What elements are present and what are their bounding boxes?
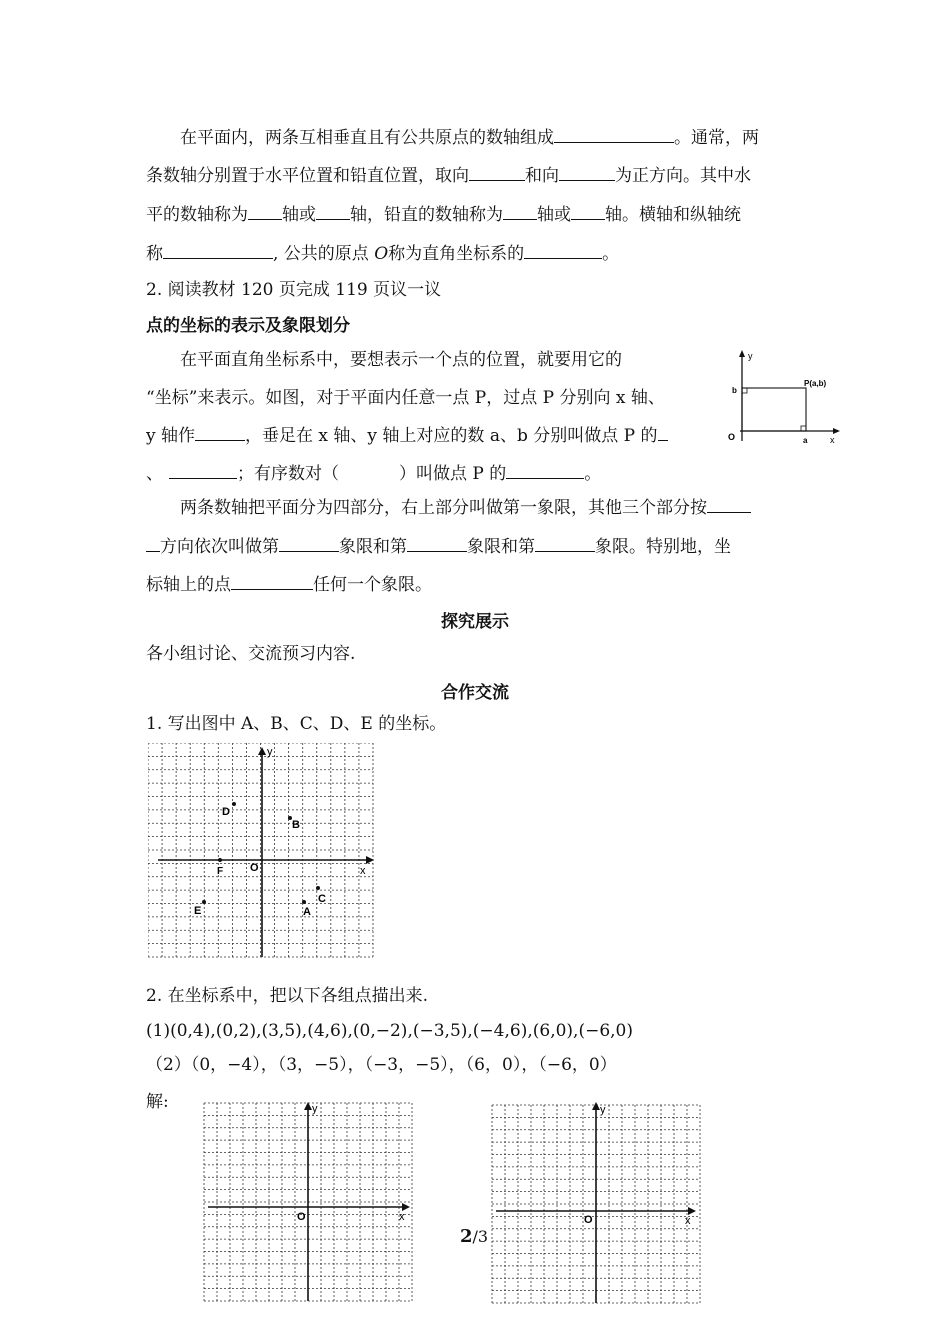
point-d <box>232 802 236 806</box>
fill-blank[interactable] <box>163 243 273 259</box>
point-a-label: A <box>303 906 311 918</box>
para2-line-1 <box>180 497 751 519</box>
text: , 公共的原点 <box>273 244 375 264</box>
fill-blank[interactable] <box>316 204 350 220</box>
fill-blank[interactable] <box>658 425 668 441</box>
origin-label: O <box>297 1211 306 1223</box>
origin-label: O <box>728 432 736 442</box>
fill-blank[interactable] <box>469 165 525 181</box>
text: y 轴作 <box>146 426 196 446</box>
text: 象限和第 <box>467 537 535 557</box>
heading-cooperation: 合作交流 <box>441 683 509 703</box>
y-arrow-icon <box>258 747 266 755</box>
text: 平的数轴称为 <box>146 205 248 225</box>
fill-blank[interactable] <box>248 204 282 220</box>
para2-line-2 <box>146 536 731 558</box>
x-label: x <box>830 435 835 445</box>
text: 。通常，两 <box>674 128 759 148</box>
coordinate-grid-points <box>148 743 383 963</box>
text: 轴，铅直的数轴称为 <box>350 205 503 225</box>
text: 轴或 <box>537 205 571 225</box>
page-number-total: /3 <box>472 1227 489 1246</box>
fill-blank[interactable] <box>571 204 605 220</box>
fill-blank[interactable] <box>554 127 674 143</box>
point-f <box>218 858 222 862</box>
fill-blank[interactable] <box>535 536 595 552</box>
point-f-label: F <box>217 866 224 877</box>
section-title: 点的坐标的表示及象限划分 <box>146 316 350 336</box>
x-arrow-icon <box>366 856 374 864</box>
fill-blank[interactable] <box>524 243 602 259</box>
origin-label: O <box>250 862 259 874</box>
fill-blank[interactable] <box>506 463 584 479</box>
item-2: 2. 阅读教材 120 页完成 119 页议一议 <box>146 280 442 300</box>
para1-line-3 <box>146 425 668 447</box>
x-label: x <box>360 865 366 877</box>
fill-blank[interactable] <box>169 463 237 479</box>
para1-line-4 <box>146 463 601 485</box>
fill-blank[interactable] <box>146 536 160 552</box>
intro-line-4 <box>146 243 619 265</box>
text: 两条数轴把平面分为四部分，右上部分叫做第一象限，其他三个部分按 <box>180 498 707 518</box>
text: ，垂足在 x 轴、y 轴上对应的数 a、b 分别叫做点 P 的 <box>245 426 658 446</box>
text: 轴或 <box>282 205 316 225</box>
fill-blank[interactable] <box>559 165 615 181</box>
y-arrow-icon <box>739 350 745 357</box>
page-number <box>460 1226 488 1247</box>
b-label: b <box>732 386 737 395</box>
page-number-value: 2 <box>460 1226 473 1247</box>
text: 在平面内，两条互相垂直且有公共原点的数轴组成 <box>180 128 554 148</box>
y-label: y <box>312 1103 318 1115</box>
fill-blank[interactable] <box>707 497 751 513</box>
text: 。 <box>584 464 602 484</box>
y-label: y <box>600 1104 606 1116</box>
y-arrow-icon <box>592 1102 600 1110</box>
text: ；有序数对（ <box>237 464 339 484</box>
text: 、 <box>146 464 163 484</box>
x-arrow-icon <box>833 428 840 434</box>
point-e-label: E <box>194 905 202 917</box>
right-angle-mark <box>742 388 747 393</box>
point-coordinate-diagram <box>720 345 848 453</box>
y-label: y <box>748 351 753 361</box>
question-2: 2. 在坐标系中，把以下各组点描出来. <box>146 986 429 1006</box>
fill-blank[interactable] <box>195 425 245 441</box>
solution-label: 解: <box>146 1092 169 1112</box>
text: 方向依次叫做第 <box>160 537 279 557</box>
point-e <box>202 900 206 904</box>
intro-line-1 <box>180 127 759 149</box>
x-label: x <box>685 1215 691 1227</box>
text: 和向 <box>525 166 559 186</box>
question-2-set-2: （2）（0，−4），（3，−5），（−3，−5），（6，0），（−6，0） <box>146 1055 617 1075</box>
origin-label: O <box>584 1214 593 1226</box>
intro-line-3 <box>146 204 741 226</box>
text: 轴。横轴和纵轴统 <box>605 205 741 225</box>
point-b-label: B <box>292 819 300 831</box>
question-2-set-1: (1)(0,4),(0,2),(3,5),(4,6),(0,−2),(−3,5),(−4,6),(6,0),(−6,0) <box>146 1021 633 1041</box>
fill-blank[interactable] <box>231 574 313 590</box>
text: ）叫做点 P 的 <box>399 464 507 484</box>
para1-line-2: “坐标”来表示。如图，对于平面内任意一点 P，过点 P 分别向 x 轴、 <box>146 388 665 408</box>
x-arrow-icon <box>402 1203 410 1211</box>
text: 。 <box>602 244 620 264</box>
point-c <box>316 886 320 890</box>
blank-coordinate-grid-2 <box>488 1100 706 1306</box>
x-arrow-icon <box>688 1207 696 1215</box>
point-a <box>302 900 306 904</box>
y-label: y <box>267 746 273 758</box>
projection-rect <box>742 388 806 431</box>
point-c-label: C <box>318 893 326 905</box>
fill-blank[interactable] <box>279 536 339 552</box>
text: 象限。特别地，坐 <box>595 537 731 557</box>
text: 条数轴分别置于水平位置和铅直位置，取向 <box>146 166 469 186</box>
origin-letter: O <box>374 244 389 264</box>
text: 标轴上的点 <box>146 575 231 595</box>
explore-text: 各小组讨论、交流预习内容. <box>146 644 356 664</box>
point-p-label: P(a,b) <box>804 379 827 388</box>
right-angle-mark <box>801 426 806 431</box>
fill-blank[interactable] <box>503 204 537 220</box>
text: 为正方向。其中水 <box>615 166 751 186</box>
point-d-label: D <box>222 806 230 818</box>
x-label: x <box>399 1211 405 1223</box>
para2-line-3 <box>146 574 432 596</box>
text: 任何一个象限。 <box>313 575 432 595</box>
text: 称为直角坐标系的 <box>388 244 525 264</box>
para1-line-1: 在平面直角坐标系中，要想表示一个点的位置，就要用它的 <box>180 350 622 370</box>
grid-lines <box>148 743 373 957</box>
question-1: 1. 写出图中 A、B、C、D、E 的坐标。 <box>146 714 447 734</box>
a-label: a <box>803 436 808 445</box>
text: 称 <box>146 244 163 264</box>
fill-blank[interactable] <box>407 536 467 552</box>
intro-line-2 <box>146 165 751 187</box>
heading-explore: 探究展示 <box>441 612 509 632</box>
text: 象限和第 <box>339 537 407 557</box>
blank-coordinate-grid-1 <box>200 1098 418 1304</box>
